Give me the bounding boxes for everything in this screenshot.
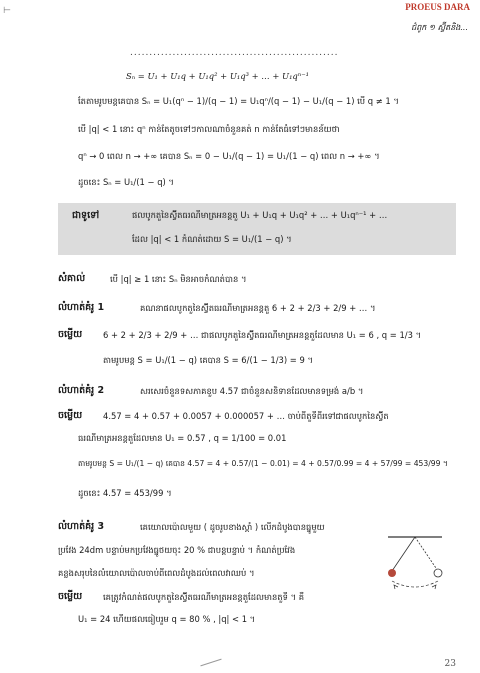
pendulum-figure xyxy=(380,535,450,595)
example-3-label: លំហាត់គំរូ 3 xyxy=(58,521,105,532)
condition-line: បើ |q| < 1 នោះ qⁿ កាន់តែតូចទៅៗកាលណាចំនួនគត់ n កាន់តែធំទៅៗមានន័យថា xyxy=(78,124,340,134)
example-1-answer: 6 + 2 + 2/3 + 2/9 + … ជាផលបូកតួនៃស៊្វីតធរណីមាត្រអនន្តតួដែលមាន U₁ = 6 , q = 1/3 ។ xyxy=(103,330,422,340)
note-label: សំគាល់ xyxy=(58,273,86,284)
example-3-line-2: ប្រវែង 24dm បន្ទាប់មកប្រវែងធ្នូថយចុះ 20 % ជាបន្តបន្ទាប់ ។ កំណត់ប្រវែង xyxy=(58,545,296,555)
chapter-heading: ជំពូក ១ ស្វ៊ីតនិង... xyxy=(411,23,468,32)
result-line: ដូចនេះ Sₙ = U₁/(1 − q) ។ xyxy=(78,177,174,187)
example-1-step: តាមរូបមន្ត S = U₁/(1 − q) គេបាន S = 6/(1 − 1/3) = 9 ។ xyxy=(103,355,313,365)
brand-name: PROEUS DARA xyxy=(405,2,470,12)
pendulum-string-right xyxy=(415,537,438,571)
example-3-answer: គេត្រូវកំណត់ផលបូកតួនៃស៊្វីតធរណីមាត្រអនន្តតួដែលមានតួទី ។ គឺ xyxy=(103,592,305,602)
general-formula-line-1: ផលបូកតួនៃស៊្វីតធរណីមាត្រអនន្តតួ U₁ + U₁q + U₁q² + … + U₁qⁿ⁻¹ + … xyxy=(132,210,388,220)
pendulum-arc xyxy=(392,581,438,587)
example-2-prompt: សរសេរចំនួនទសភាគខួប 4.57 ជាចំនួនសនិទានដែលមានទម្រង់ a/b ។ xyxy=(140,386,364,396)
pendulum-string-left xyxy=(392,537,415,571)
example-3-answer-cont: U₁ = 24 ហើយផលធៀបរួម q = 80 % , |q| < 1 ។ xyxy=(78,614,256,624)
arrow-right-icon xyxy=(432,585,436,589)
example-2-answer-label: ចម្លើយ xyxy=(58,410,83,421)
pendulum-bob-left xyxy=(388,569,396,577)
series-sum-line: Sₙ = U₁ + U₁q + U₁q² + U₁q³ + … + U₁qⁿ⁻¹ xyxy=(126,71,309,81)
example-2-answer-cont: ធរណីមាត្រអនន្តតួដែលមាន U₁ = 0.57 , q = 1/100 = 0.01 xyxy=(78,433,287,443)
corner-mark: ⊢ xyxy=(3,6,11,16)
limit-line: qⁿ → 0 ពេល n → +∞ គេបាន Sₙ = 0 − U₁/(q − 1) = U₁/(1 − q) ពេល n → +∞ ។ xyxy=(78,151,380,161)
pendulum-bob-right xyxy=(434,569,442,577)
example-2-answer: 4.57 = 4 + 0.57 + 0.0057 + 0.000057 + … ចាប់ពីតួទីពីរទៅជាផលបូកនៃស៊្វីត xyxy=(103,411,389,421)
example-2-label: លំហាត់គំរូ 2 xyxy=(58,385,105,396)
page-number: 23 xyxy=(444,659,456,669)
example-3-answer-label: ចម្លើយ xyxy=(58,591,83,602)
general-formula-title: ជាទូទៅ xyxy=(72,210,100,221)
example-3-line-1: គេយោលប៉ោលមួយ ( ដូចរូបខាងស្តាំ ) លើកដំបូងបានធ្នូមួយ xyxy=(140,522,325,532)
dotted-separator: ...................................................... xyxy=(130,48,339,58)
general-formula-line-2: ដែល |q| < 1 កំណត់ដោយ S = U₁/(1 − q) ។ xyxy=(132,234,292,244)
example-1-answer-label: ចម្លើយ xyxy=(58,329,83,340)
example-2-conclusion: ដូចនេះ 4.57 = 453/99 ។ xyxy=(78,488,172,498)
example-1-prompt: គណនាផលបូកតួនៃស៊្វីតធរណីមាត្រអនន្តតួ 6 + 2 + 2/3 + 2/9 + … ។ xyxy=(140,303,376,313)
example-1-label: លំហាត់គំរូ 1 xyxy=(58,302,105,313)
arrow-left-icon xyxy=(394,585,398,589)
formula-line: តែតាមរូបមន្តគេបាន Sₙ = U₁(qⁿ − 1)/(q − 1) = U₁qⁿ/(q − 1) − U₁/(q − 1) បើ q ≠ 1 ។ xyxy=(78,96,399,106)
note-text: បើ |q| ≥ 1 នោះ Sₙ មិនអាចកំណត់បាន ។ xyxy=(110,274,247,284)
stray-pen-mark xyxy=(200,659,221,667)
example-2-step: តាមរូបមន្ត S = U₁/(1 − q) គេបាន 4.57 = 4 + 0.57/(1 − 0.01) = 4 + 0.57/0.99 = 4 + 57/99 = 453/99 ។ xyxy=(78,459,448,468)
example-3-line-3: គន្លងសរុបនៃលំយោលប៉ោលចាប់ពីពេលដំបូងដល់ពេលវាឈប់ ។ xyxy=(58,568,255,578)
